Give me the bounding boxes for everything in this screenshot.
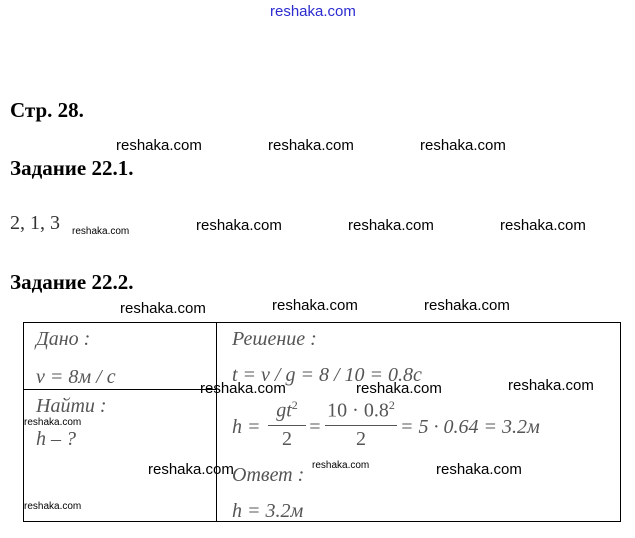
fraction-value-over-2: [325, 398, 397, 451]
fraction-numerator: 10 · 0.8: [327, 399, 389, 422]
task-heading: Задание 22.1.: [10, 156, 134, 180]
fraction-gt2-over-2: [268, 398, 306, 451]
answer-value: h = 3.2м: [232, 500, 304, 522]
watermark: reshaka.com: [72, 226, 130, 237]
height-result: = 5 · 0.64 = 3.2м: [400, 416, 540, 438]
exponent: 2: [388, 398, 395, 412]
watermark: reshaka.com: [272, 297, 358, 314]
watermark: reshaka.com: [500, 217, 586, 234]
watermark: reshaka.com: [200, 380, 286, 397]
solution-label: Решение :: [232, 328, 317, 350]
watermark: reshaka.com: [24, 501, 82, 512]
table-border-bottom: [23, 521, 621, 522]
watermark: reshaka.com: [116, 137, 202, 154]
task-answer: 2, 1, 3: [10, 212, 60, 234]
find-value: h – ?: [36, 428, 76, 450]
table-divider-horizontal: [23, 389, 217, 390]
page-heading: Стр. 28.: [10, 98, 84, 122]
watermark: reshaka.com: [268, 137, 354, 154]
fraction-denominator: 2: [282, 427, 292, 450]
height-lhs: h =: [232, 416, 261, 438]
watermark: reshaka.com: [424, 297, 510, 314]
exponent: 2: [291, 398, 298, 412]
watermark: reshaka.com: [24, 417, 82, 428]
table-border-right: [620, 322, 621, 522]
time-formula: t = v / g = 8 / 10 = 0.8с: [232, 364, 422, 386]
top-watermark: reshaka.com: [270, 3, 356, 20]
watermark: reshaka.com: [120, 300, 206, 317]
fraction-denominator: 2: [356, 427, 366, 450]
watermark: reshaka.com: [348, 217, 434, 234]
given-value: v = 8м / с: [36, 366, 116, 388]
equals-sign: =: [308, 416, 322, 438]
table-border-top: [23, 322, 621, 323]
table-divider-vertical: [216, 322, 217, 522]
find-label: Найти :: [36, 395, 107, 417]
fraction-numerator: gt: [276, 399, 292, 422]
answer-label: Ответ :: [232, 464, 305, 486]
task-heading: Задание 22.2.: [10, 270, 134, 294]
watermark: reshaka.com: [312, 460, 370, 471]
watermark: reshaka.com: [356, 380, 442, 397]
watermark: reshaka.com: [508, 377, 594, 394]
watermark: reshaka.com: [420, 137, 506, 154]
watermark: reshaka.com: [148, 461, 234, 478]
watermark: reshaka.com: [196, 217, 282, 234]
given-label: Дано :: [36, 328, 91, 350]
watermark: reshaka.com: [436, 461, 522, 478]
